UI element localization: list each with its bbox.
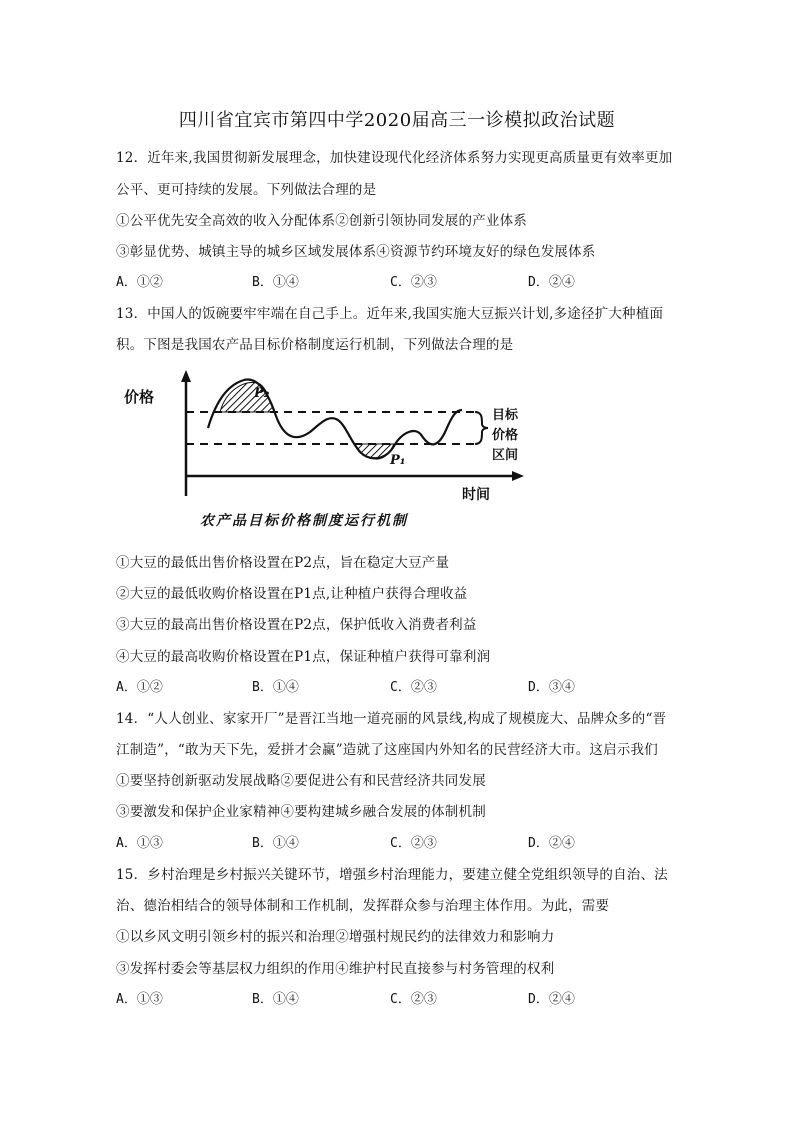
- q14-options: [116, 832, 676, 852]
- q12-options: [116, 271, 676, 291]
- q15-option-c[interactable]: C．②③: [390, 992, 437, 1007]
- band-brace: [475, 412, 488, 444]
- figure-p1-label: P₁: [390, 453, 406, 468]
- q12-option-c[interactable]: C．②③: [390, 275, 437, 290]
- q14-stem-line-1: 14．“人人创业、家家开厂”是晋江当地一道亮丽的风景线,构成了规模庞大、品牌众多的“晋: [116, 711, 667, 727]
- figure-caption: 农产品目标价格制度运行机制: [200, 513, 408, 529]
- q14-option-d[interactable]: D．②④: [528, 836, 575, 851]
- q14-option-b[interactable]: B．①④: [252, 836, 299, 851]
- band-label-line-1: 目标: [492, 408, 519, 423]
- q15-options: [116, 988, 676, 1008]
- q14-items-line-2: ③要激发和保护企业家精神④要构建城乡融合发展的体制机制: [116, 804, 486, 820]
- figure-xlabel: 时间: [462, 487, 490, 503]
- q13-item-4: ④大豆的最高收购价格设置在P1点，保证种植户获得可靠利润: [116, 649, 491, 665]
- q15-items-line-1: ①以乡风文明引领乡村的振兴和治理②增强村规民约的法律效力和影响力: [116, 929, 555, 945]
- q15-stem-line-1: 15．乡村治理是乡村振兴关键环节，增强乡村治理能力，要建立健全党组织领导的自治、法: [116, 867, 668, 883]
- band-label-line-3: 区间: [492, 448, 519, 463]
- q12-option-b[interactable]: B．①④: [252, 275, 299, 290]
- q13-option-b[interactable]: B．①④: [252, 680, 299, 695]
- q12-option-a[interactable]: A．①②: [116, 275, 163, 290]
- q12-items-line-2: ③彰显优势、城镇主导的城乡区域发展体系④资源节约环境友好的绿色发展体系: [116, 244, 596, 260]
- q13-stem-line-1: 13．中国人的饭碗要牢牢端在自己手上。近年来,我国实施大豆振兴计划,多途径扩大种植面: [116, 306, 664, 322]
- q15-stem-line-2: 治、德治相结合的领导体制和工作机制，发挥群众参与治理主体作用。为此，需要: [116, 898, 610, 914]
- q14-stem-line-2: 江制造”，“敢为天下先，爱拼才会赢”造就了这座国内外知名的民营经济大市。这启示我们: [116, 742, 658, 758]
- q13-item-2: ②大豆的最低收购价格设置在P1点,让种植户获得合理收益: [116, 586, 468, 602]
- figure-p2-label: P₂: [254, 386, 270, 401]
- q15-option-a[interactable]: A．①③: [116, 992, 163, 1007]
- page-title: 四川省宜宾市第四中学2020届高三一诊模拟政治试题: [178, 110, 616, 131]
- band-label-line-2: 价格: [492, 428, 519, 443]
- q15-option-b[interactable]: B．①④: [252, 992, 299, 1007]
- y-axis-arrow: [181, 370, 191, 382]
- q13-item-3: ③大豆的最高出售价格设置在P2点，保护低收入消费者利益: [116, 617, 477, 633]
- q14-option-c[interactable]: C．②③: [390, 836, 437, 851]
- q13-option-a[interactable]: A．①②: [116, 680, 163, 695]
- q12-stem-line-2: 公平、更可持续的发展。下列做法合理的是: [116, 182, 377, 198]
- q12-items-line-1: ①公平优先安全高效的收入分配体系②创新引领协同发展的产业体系: [116, 213, 527, 229]
- q15-items-line-2: ③发挥村委会等基层权力组织的作用④维护村民直接参与村务管理的权利: [116, 961, 555, 977]
- q12-option-d[interactable]: D．②④: [528, 275, 575, 290]
- q13-option-c[interactable]: C．②③: [390, 680, 437, 695]
- q12-stem-line-1: 12．近年来,我国贯彻新发展理念，加快建设现代化经济体系努力实现更高质量更有效率更加: [116, 150, 673, 166]
- price-mechanism-diagram: [120, 368, 540, 528]
- q13-option-d[interactable]: D．③④: [528, 680, 575, 695]
- q14-option-a[interactable]: A．①③: [116, 836, 163, 851]
- q13-stem-line-2: 积。下图是我国农产品目标价格制度运行机制，下列做法合理的是: [116, 337, 514, 353]
- q14-items-line-1: ①要坚持创新驱动发展战略②要促进公有和民营经济共同发展: [116, 773, 486, 789]
- x-axis-arrow: [512, 471, 524, 481]
- q13-options: [116, 676, 676, 696]
- q15-option-d[interactable]: D．②④: [528, 992, 575, 1007]
- figure-ylabel: 价格: [124, 388, 155, 406]
- q13-item-1: ①大豆的最低出售价格设置在P2点，旨在稳定大豆产量: [116, 555, 450, 571]
